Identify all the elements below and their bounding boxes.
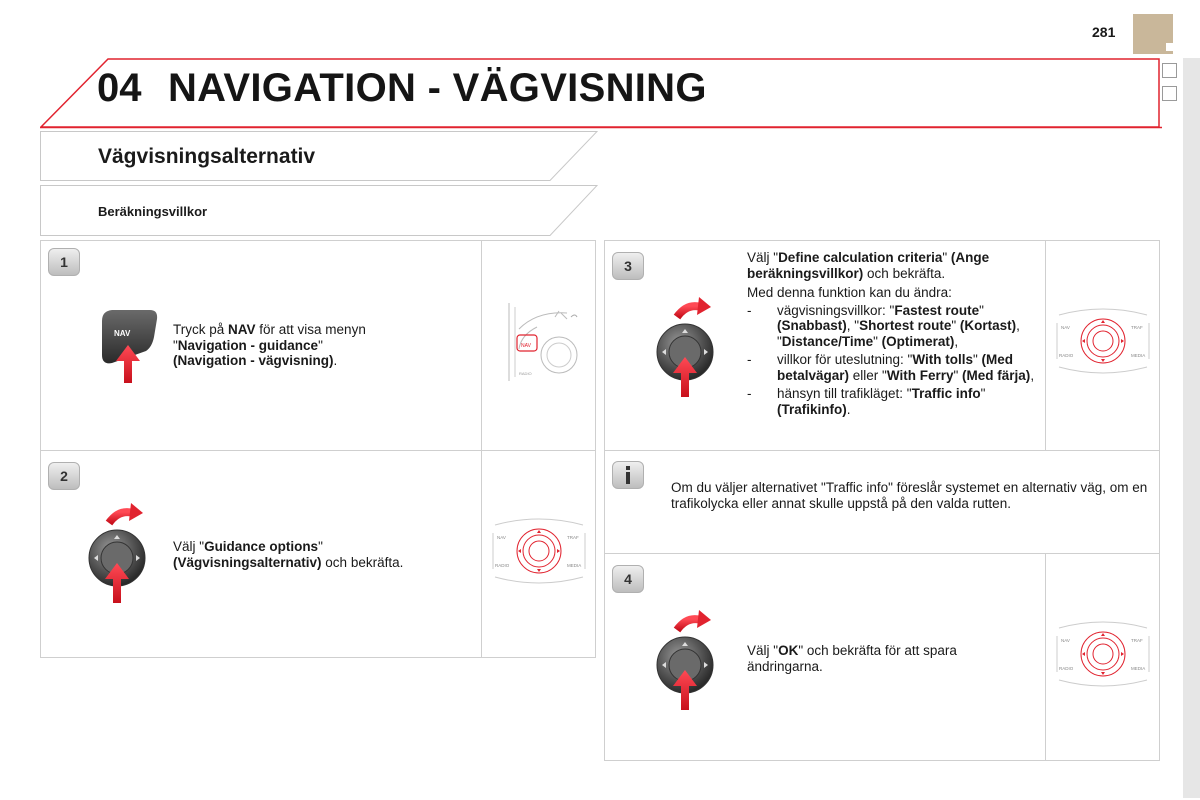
rotary-knob-icon [87,503,147,605]
svg-text:RADIO: RADIO [519,371,532,376]
step-2-badge: 2 [48,462,80,490]
page-number: 281 [1092,24,1116,40]
svg-text:TRAF: TRAF [1131,638,1143,643]
control-panel-thumbnail-icon [489,515,589,587]
svg-text:NAV: NAV [1061,325,1070,330]
chapter-tab-dot [1166,43,1174,51]
control-panel-thumbnail-icon [1053,618,1153,690]
step-2-panel [40,450,596,658]
tab-outline-square [1162,63,1177,78]
svg-text:TRAF: TRAF [567,535,579,540]
step-2-text: Välj "Guidance options" (Vägvisningsalternativ) och bekräfta. [173,539,404,570]
svg-text:NAV: NAV [1061,638,1070,643]
svg-text:MEDIA: MEDIA [1131,353,1146,358]
step-1-panel [40,240,596,451]
step-4-text: Välj "OK" och bekräfta för att spara ändringarna. [747,643,957,674]
info-text: Om du väljer alternativet "Traffic info" föreslår systemet en alternativ väg, om en trafikolycka eller annat skulle uppstå på den valda rutten. [671,480,1148,511]
control-panel-thumbnail-icon [1053,305,1153,377]
dashboard-nav-thumbnail-icon [497,299,589,389]
panel-divider [1045,241,1046,450]
panel-divider [1045,554,1046,760]
nav-button-label: NAV [114,329,131,338]
svg-text:NAV: NAV [521,343,531,349]
panel-divider [481,451,482,657]
svg-text:RADIO: RADIO [495,563,510,568]
step-4-panel [604,553,1160,761]
chapter-number: 04 [97,66,142,110]
step-3-badge: 3 [612,252,644,280]
svg-text:RADIO: RADIO [1059,666,1074,671]
svg-text:MEDIA: MEDIA [567,563,582,568]
panel-divider [481,241,482,450]
bullet-exclusion-criteria: - villkor för uteslutning: "With tolls" (Med betalvägar) eller "With Ferry" (Med färja), [747,352,1035,383]
step-3-instruction: Välj "Define calculation criteria" (Ange beräkningsvillkor) och bekräfta. [747,250,990,281]
step-1-badge: 1 [48,248,80,276]
info-panel [604,450,1160,554]
bullet-guidance-criteria: - vägvisningsvillkor: "Fastest route" (Snabbast), "Shortest route" (Kortast), "Distance/Time" (Optimerat), [747,302,1020,349]
bullet-traffic-criteria: - hänsyn till trafikläget: "Traffic info" (Trafikinfo). [747,386,986,417]
tab-outline-square [1162,86,1177,101]
svg-text:TRAF: TRAF [1131,325,1143,330]
rotary-knob-icon [655,610,715,712]
nav-button-icon [96,307,166,387]
chapter-title: NAVIGATION - VÄGVISNING [168,66,707,110]
svg-text:MEDIA: MEDIA [1131,666,1146,671]
section-title: Vägvisningsalternativ [98,145,316,168]
svg-text:RADIO: RADIO [1059,353,1074,358]
step-4-badge: 4 [612,565,644,593]
step-3-text [747,250,1042,417]
page-edge-bar [1183,58,1200,798]
svg-text:NAV: NAV [497,535,506,540]
step-3-intro: Med denna funktion kan du ändra: [747,285,952,300]
rotary-knob-icon [655,297,715,399]
subsection-title: Beräkningsvillkor [98,204,208,219]
step-1-text: Tryck på NAV för att visa menyn "Navigation - guidance" (Navigation - vägvisning). [173,322,366,368]
step-3-panel [604,240,1160,451]
info-icon [612,461,644,489]
